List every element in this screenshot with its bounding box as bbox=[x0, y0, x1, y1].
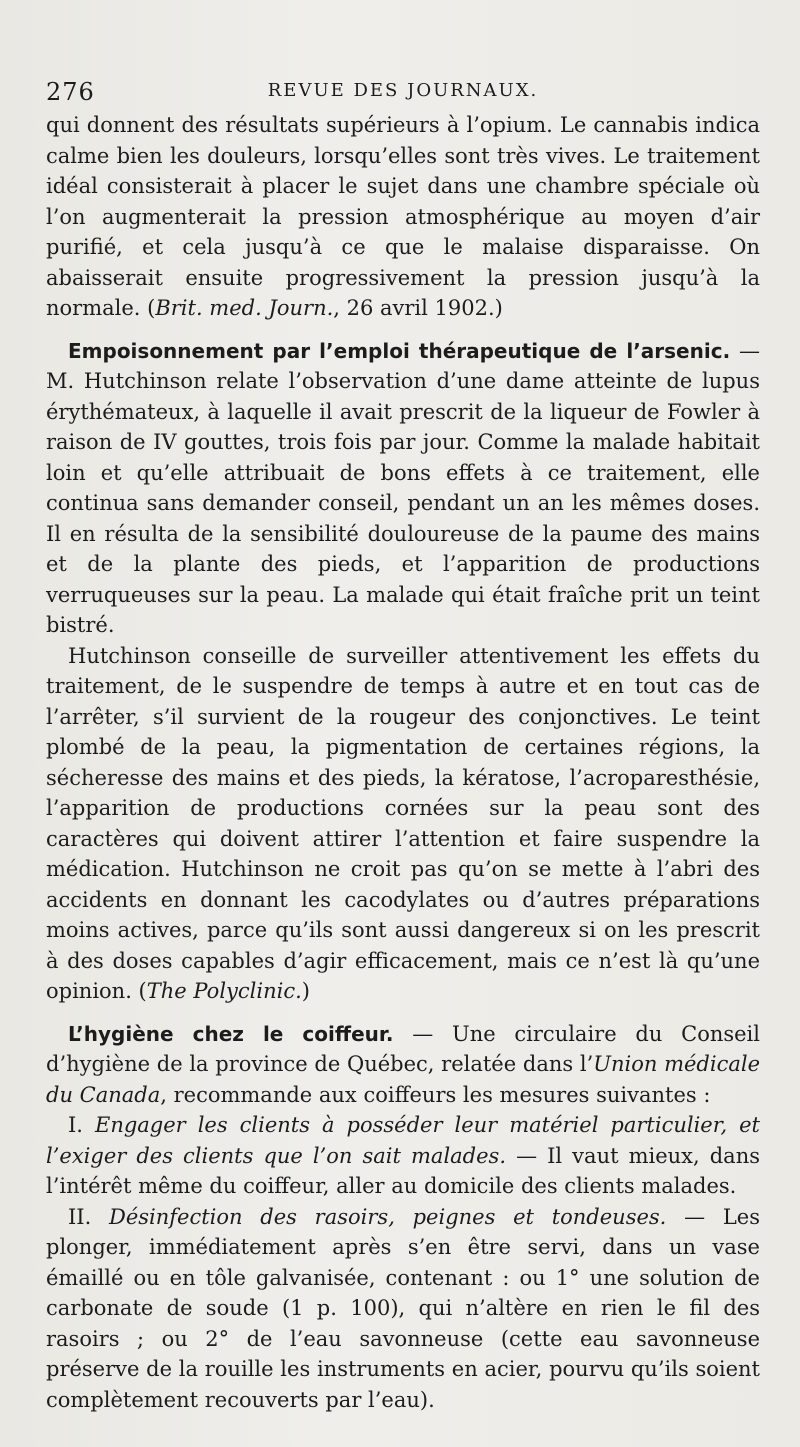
journal-title: REVUE DES JOURNAUX. bbox=[267, 80, 539, 101]
list-item-2 bbox=[46, 1202, 760, 1416]
section-title: Empoisonnement par l’emploi thérapeutique de l’arsenic. bbox=[68, 338, 731, 363]
paragraph-text: , 26 avril 1902.) bbox=[333, 296, 503, 320]
item-heading: Engager les clients à posséder leur matériel particulier, et l’exiger des clients que l’on sait malades. bbox=[46, 1113, 760, 1168]
page-number: 276 bbox=[46, 78, 95, 106]
paragraph-text: Hutchinson conseille de surveiller attentivement les effets du traitement, de le suspendre de temps à autre et en tout cas de l’arrêter, s’il survient de la rougeur des conjonctives. Le teint plombé de la peau, la pigmentation de certaines régions, la sécheresse des mains et des pieds, la kératose, l’acroparesthésie, l’apparition de productions cornées sur la peau sont des caractères qui doivent attirer l’attention et faire suspendre la médication. Hutchinson ne croit pas qu’on se mette à l’abri des accidents en donnant les cacodylates ou d’autres préparations moins actives, parce qu’ils sont aussi dangereux si on les prescrit à des doses capables d’agir efficacement, mais ce n’est là qu’une opinion. ( bbox=[46, 643, 760, 1003]
paragraph-text: — Les plonger, immédiatement après s’en être servi, dans un vase émaillé ou en tôle galvanisée, contenant : ou 1° une solution de carbonate de soude (1 p. 100), qui n’altère en rien le fil des rasoirs ; ou 2° de l’eau savonneuse (cette eau savonneuse préserve de la rouille les instruments en acier, pourvu qu’ils soient complètement recouverts par l’eau). bbox=[46, 1204, 760, 1412]
section-title: L’hygiène chez le coiffeur. bbox=[68, 1021, 394, 1046]
paragraph-opium-continuation bbox=[46, 110, 760, 324]
list-item-1 bbox=[46, 1110, 760, 1202]
paragraph-hutchinson-advice bbox=[46, 641, 760, 1007]
paragraph-hygiene-barber bbox=[46, 1019, 760, 1111]
paragraph-text: ) bbox=[301, 979, 310, 1003]
item-heading: Désinfection des rasoirs, peignes et tondeuses. bbox=[109, 1204, 667, 1229]
paragraph-text: qui donnent des résultats supérieurs à l’opium. Le cannabis indica calme bien les douleurs, lorsqu’elles sont très vives. Le traitement idéal consisterait à placer le sujet dans une chambre spéciale où l’on augmenterait la pression atmosphérique au moyen d’air purifié, et cela jusqu’à ce que le malaise disparaisse. On abaisserait ensuite progressivement la pression jusqu’à la normale. ( bbox=[46, 113, 760, 320]
item-number: II. bbox=[68, 1204, 109, 1229]
citation: The Polyclinic. bbox=[146, 979, 302, 1003]
running-head bbox=[46, 70, 760, 110]
citation: Union médicale du Canada bbox=[46, 1052, 760, 1107]
citation: Brit. med. Journ. bbox=[155, 296, 334, 320]
paragraph-text: , recommande aux coiffeurs les mesures suivantes : bbox=[160, 1082, 711, 1107]
paragraph-text: — Une circulaire du Conseil d’hygiène de la province de Québec, relatée dans l’ bbox=[46, 1021, 760, 1076]
item-number: I. bbox=[68, 1113, 95, 1137]
paragraph-text: — M. Hutchinson relate l’observation d’une dame atteinte de lupus érythémateux, à laquelle il avait prescrit de la liqueur de Fowler à raison de IV gouttes, trois fois par jour. Comme la malade habitait loin et qu’elle attribuait de bons effets à ce traitement, elle continua sans demander conseil, pendant un an les mêmes doses. Il en résulta de la sensibilité douloureuse de la paume des mains et de la plante des pieds, et l’apparition de productions verruqueuses sur la peau. La malade qui était fraîche prit un teint bistré. bbox=[46, 338, 760, 637]
paragraph-text: — Il vaut mieux, dans l’intérêt même du coiffeur, aller au domicile des clients malades. bbox=[46, 1143, 760, 1198]
paragraph-arsenic-poisoning bbox=[46, 336, 760, 641]
